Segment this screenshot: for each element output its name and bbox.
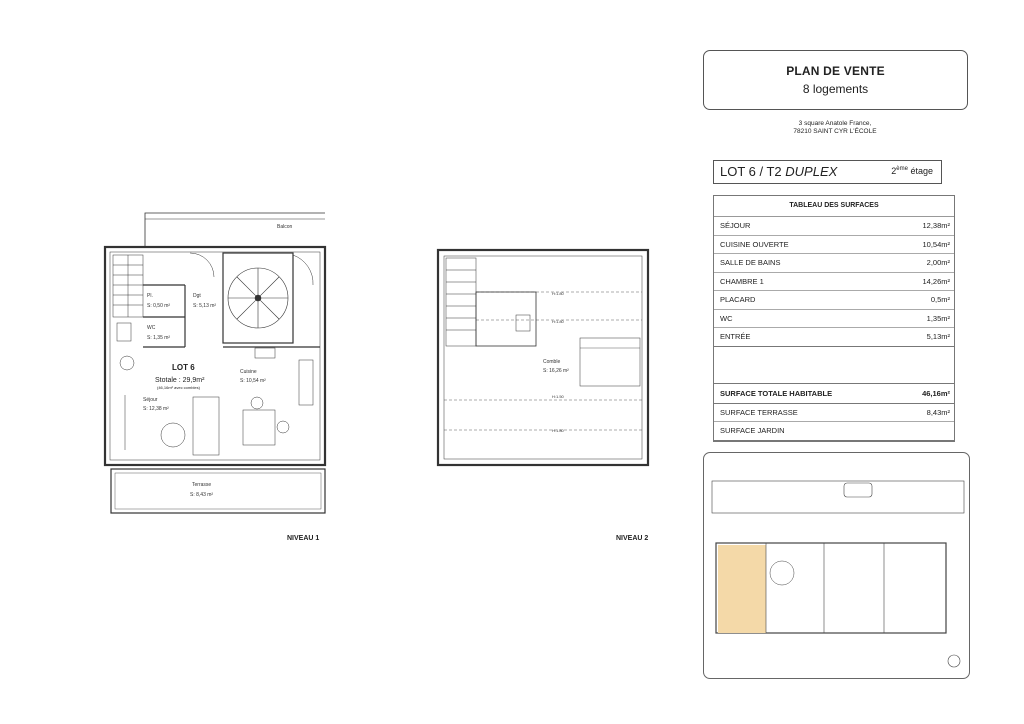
terrace [111, 469, 325, 513]
bathroom-2 [476, 292, 536, 346]
floor-plan-level-1 [95, 205, 335, 525]
floor-word: étage [910, 166, 933, 176]
pl-label: Pl. [147, 293, 153, 299]
cuisine-label: Cuisine [240, 369, 257, 375]
plan-header-box [703, 50, 968, 110]
lot-name: LOT 6 / T2 [720, 164, 786, 179]
outer-walls [105, 247, 325, 465]
row-value: 1,35m² [926, 313, 950, 323]
wc-area: S: 1,35 m² [147, 335, 171, 341]
total-row [714, 384, 954, 404]
lot-plan-label: LOT 6 [172, 363, 195, 372]
level-2-label: NIVEAU 2 [616, 535, 649, 542]
terrasse-label: SURFACE TERRASSE [720, 407, 798, 417]
lot-type: DUPLEX [785, 164, 838, 179]
row-label: PLACARD [720, 295, 756, 305]
terrasse-value: 8,43m² [926, 407, 950, 417]
height-label: H:1.80 [552, 291, 564, 296]
lot-floor [891, 166, 933, 176]
jardin-label: SURFACE JARDIN [720, 426, 785, 436]
terrasse-label-plan: Terrasse [192, 482, 212, 488]
lot-6-highlight [718, 545, 766, 633]
surfaces-table [713, 195, 955, 442]
height-label: H:1.50 [552, 394, 564, 399]
floor-suffix: ème [896, 166, 908, 172]
sink-counter [299, 360, 313, 405]
table-row [714, 254, 954, 273]
plan-title: PLAN DE VENTE [786, 64, 885, 78]
lot-title [720, 164, 837, 179]
row-label: CUISINE OUVERTE [720, 239, 789, 249]
stairs-left [113, 255, 143, 317]
level-1-label: NIVEAU 1 [287, 535, 320, 542]
spiral-stair [223, 253, 293, 343]
total-label: SURFACE TOTALE HABITABLE [720, 388, 833, 398]
jardin-row [714, 422, 954, 441]
terrasse-area-plan: S: 8,43 m² [190, 492, 214, 498]
wc-label: WC [147, 325, 156, 331]
door-swing-icon [190, 253, 214, 277]
address-block [730, 120, 940, 136]
pl-area: S: 0,50 m² [147, 303, 171, 309]
lot-plan-note: (46,16m² avec combles) [157, 385, 200, 390]
height-label: H:1.80 [552, 428, 564, 433]
address-line-1: 3 square Anatole France, [798, 120, 872, 127]
balcon-label: Balcon [277, 224, 293, 230]
table-row [714, 328, 954, 347]
toilet-icon [117, 323, 131, 341]
table-row [714, 273, 954, 292]
row-value: 5,13m² [926, 332, 950, 342]
compass-icon [948, 655, 960, 667]
table-row [714, 291, 954, 310]
table-row [714, 217, 954, 236]
row-value: 14,26m² [922, 276, 950, 286]
floor-plan-level-2 [430, 240, 660, 480]
row-label: ENTRÉE [720, 332, 751, 342]
combles-label: Comble [543, 359, 561, 365]
row-value: 10,54m² [922, 239, 950, 249]
table-row [714, 236, 954, 255]
cuisine-area: S: 10,54 m² [240, 378, 266, 384]
balcony [145, 213, 325, 247]
table-spacer [714, 347, 954, 384]
cooktop-icon [255, 348, 275, 358]
surfaces-table-title: TABLEAU DES SURFACES [714, 196, 954, 217]
row-label: CHAMBRE 1 [720, 276, 764, 286]
site-plan-image [704, 453, 969, 678]
row-value: 2,00m² [926, 258, 950, 268]
row-value: 0,5m² [930, 295, 950, 305]
table-row [714, 310, 954, 329]
row-label: SALLE DE BAINS [720, 258, 781, 268]
height-label: H:1.80 [552, 319, 564, 324]
stairs-2 [446, 258, 476, 346]
row-value: 12,38m² [922, 221, 950, 231]
sejour-area: S: 12,38 m² [143, 406, 169, 412]
dgt-area: S: 5,13 m² [193, 303, 217, 309]
row-label: WC [720, 313, 733, 323]
lot-plan-area: Stotale : 29,9m² [155, 377, 205, 384]
bed-icon [580, 338, 640, 386]
floor-number: 2 [891, 166, 897, 176]
site-thumbnail [703, 452, 970, 679]
car-icon [844, 483, 872, 497]
row-label: SÉJOUR [720, 221, 751, 231]
terrasse-row [714, 404, 954, 423]
address-line-2: 78210 SAINT CYR L'ÉCOLE [793, 128, 877, 135]
lot-box [713, 160, 942, 184]
sejour-label: Séjour [143, 397, 158, 403]
combles-area: S: 16,26 m² [543, 368, 569, 374]
plan-subtitle: 8 logements [802, 82, 869, 96]
dgt-label: Dgt [193, 293, 201, 299]
total-value: 46,16m² [922, 388, 950, 398]
